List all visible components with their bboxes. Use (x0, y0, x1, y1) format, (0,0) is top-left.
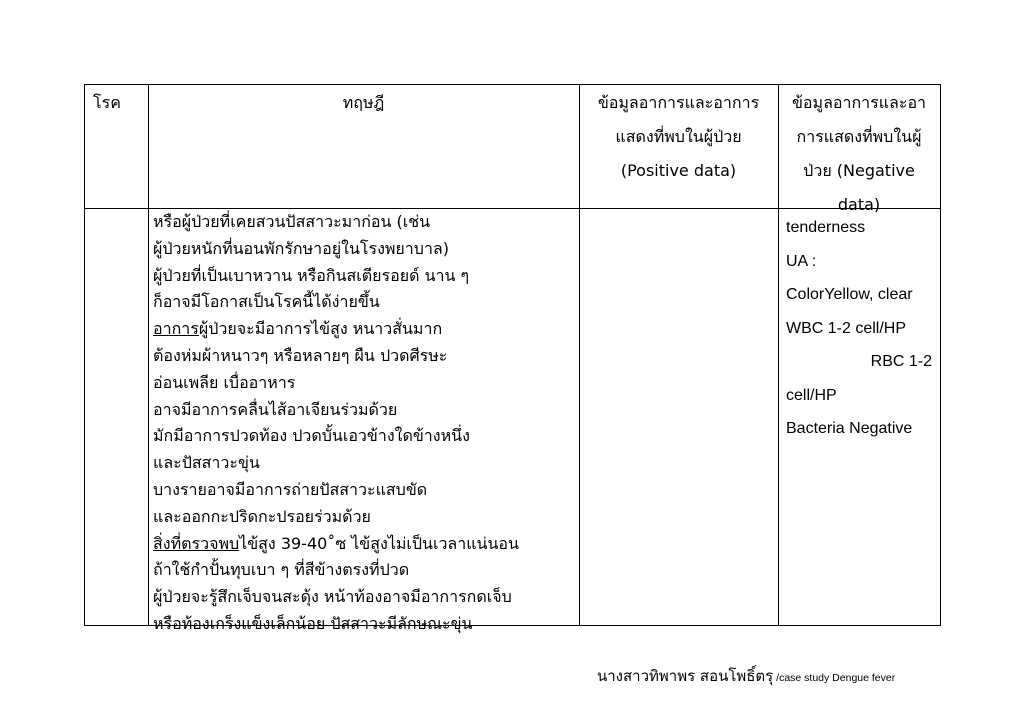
header-positive-line: แสดงที่พบในผู้ป่วย (615, 127, 742, 146)
theory-line: อ่อนเพลีย เบื่ออาหาร (153, 372, 296, 392)
theory-line: บางรายอาจมีอาการถ่ายปัสสาวะแสบขัด (153, 479, 428, 499)
footer-author: นางสาวทิพาพร สอนโพธิ์ตรุ (597, 667, 774, 685)
header-negative-line: ข้อมูลอาการและอา (791, 93, 927, 112)
theory-line: ผู้ป่วยหนักที่นอนพักรักษาอยู่ในโรงพยาบาล) (153, 238, 449, 258)
symptom-label: อาการ (153, 319, 199, 339)
negative-line: RBC 1-2 (870, 353, 932, 370)
symptom-line (153, 316, 519, 343)
theory-line: หรือผู้ป่วยที่เคยสวนปัสสาวะมาก่อน (เช่น (153, 212, 431, 231)
header-theory: ทฤษฎี (342, 93, 385, 112)
theory-line: ถ้าใช้กำปั้นทุบเบา ๆ ที่สีข้างตรงที่ปวด (153, 560, 410, 580)
negative-data-cell (786, 211, 936, 446)
theory-line: ผู้ป่วยจะรู้สึกเจ็บจนสะดุ้ง หน้าท้องอาจมีอาการกดเจ็บ (153, 587, 512, 607)
footer-title: /case study Dengue fever (773, 672, 896, 684)
finding-text: ไข้สูง 39-40˚ซ ไข้สูงไม่เป็นเวลาแน่นอน (239, 533, 519, 553)
theory-line: และออกกะปริดกะปรอยร่วมด้วย (153, 506, 371, 526)
symptom-text: ผู้ป่วยจะมีอาการไข้สูง หนาวสั่นมาก (198, 319, 443, 339)
finding-line (153, 531, 519, 558)
theory-line: มักมีอาการปวดท้อง ปวดบั้นเอวข้างใดข้างหนึ่ง (153, 426, 470, 446)
header-negative-data (778, 86, 940, 222)
header-disease: โรค (93, 93, 121, 112)
header-negative-line: ป่วย (Negative (803, 161, 915, 180)
finding-label: สิ่งที่ตรวจพบ (153, 533, 240, 553)
negative-line: cell/HP (786, 386, 837, 404)
theory-cell (153, 209, 519, 638)
negative-line: ColorYellow, clear (786, 286, 913, 303)
header-negative-line: การแสดงที่พบในผู้ (796, 127, 922, 146)
negative-line: tenderness (786, 219, 866, 236)
theory-line: ผู้ป่วยที่เป็นเบาหวาน หรือกินสเตียรอยด์ นาน ๆ (153, 265, 470, 285)
header-positive-line: (Positive data) (620, 161, 737, 180)
negative-line: Bacteria Negative (786, 420, 913, 437)
theory-line: และปัสสาวะขุ่น (153, 453, 260, 473)
page-footer (597, 664, 895, 688)
column-divider (148, 85, 149, 625)
negative-line: UA : (786, 252, 817, 270)
header-positive-data (579, 86, 778, 188)
theory-line: หรือท้องเกร็งแข็งเล็กน้อย ปัสสาวะมีลักษณะขุ่น (153, 613, 473, 633)
header-negative-line: data) (837, 195, 881, 214)
theory-line: ก็อาจมีโอกาสเป็นโรคนี้ได้ง่ายขึ้น (153, 292, 380, 312)
theory-line: ต้องห่มผ้าหนาวๆ หรือหลายๆ ผืน ปวดศีรษะ (153, 345, 448, 365)
negative-line: WBC 1-2 cell/HP (786, 319, 907, 337)
case-study-table (84, 84, 941, 633)
theory-line: อาจมีอาการคลื่นไส้อาเจียนร่วมด้วย (153, 399, 398, 419)
header-positive-line: ข้อมูลอาการและอาการ (597, 93, 760, 112)
